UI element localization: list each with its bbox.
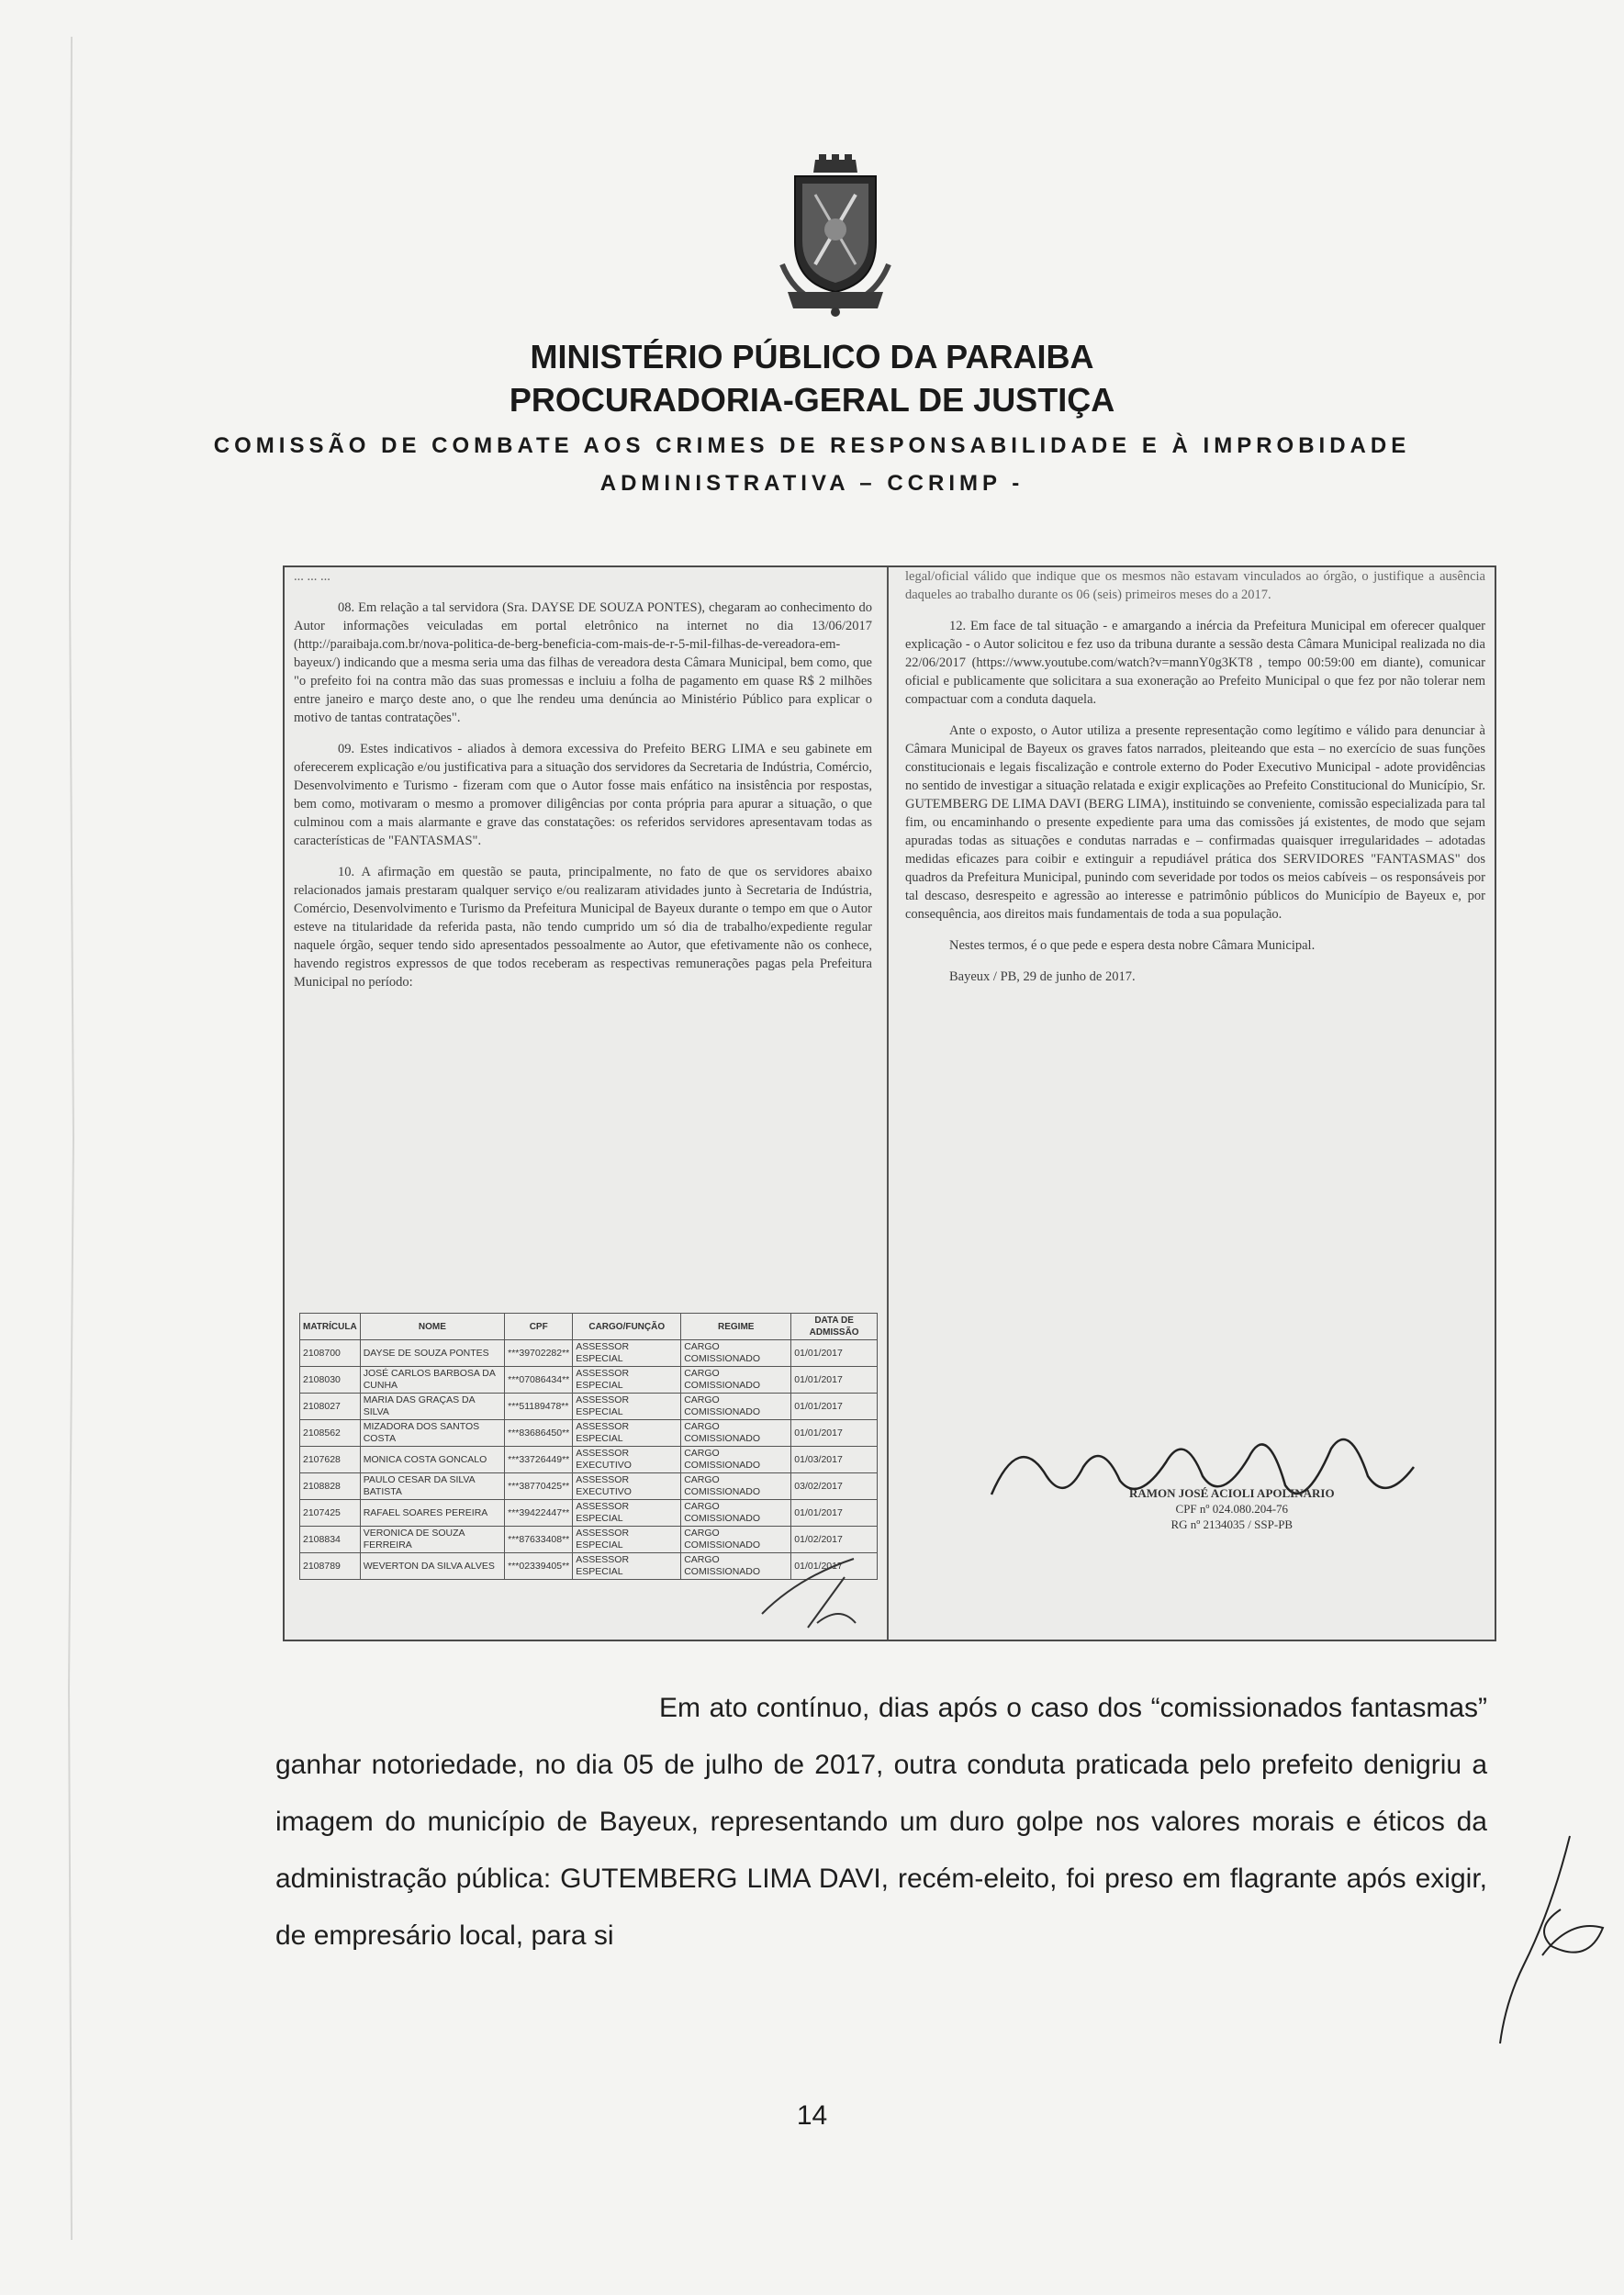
table-cell: ***39422447** — [505, 1500, 573, 1527]
table-cell: ASSESSOR ESPECIAL — [573, 1367, 681, 1394]
table-row — [300, 1394, 878, 1420]
table-cell: WEVERTON DA SILVA ALVES — [360, 1553, 504, 1580]
table-cell: 01/01/2017 — [791, 1394, 878, 1420]
scan-top-fragment: ... ... ... — [294, 569, 330, 584]
scan-column-divider — [887, 567, 889, 1640]
header-commission: COMISSÃO DE COMBATE AOS CRIMES DE RESPONSABILIDADE E À IMPROBIDADE — [213, 433, 1411, 458]
table-cell: 01/01/2017 — [791, 1340, 878, 1367]
table-cell: CARGO COMISSIONADO — [681, 1500, 791, 1527]
table-cell: CARGO COMISSIONADO — [681, 1473, 791, 1500]
header-procuradoria: PROCURADORIA-GERAL DE JUSTIÇA — [509, 381, 1115, 419]
table-cell: ASSESSOR EXECUTIVO — [573, 1473, 681, 1500]
table-cell: ASSESSOR ESPECIAL — [573, 1527, 681, 1553]
table-cell: 01/01/2017 — [791, 1500, 878, 1527]
handwritten-mark — [753, 1540, 863, 1632]
scan-paragraph-ante: Ante o exposto, o Autor utiliza a presente representação como legítimo e válido para denunciar à Câmara Municipal de Bayeux os graves fatos narrados, pleiteando que esta – no exercício de suas funções constitucionais e legais fiscalização e controle externo do Poder Executivo Municipal - adote providências no sentido de investigar a situação relatada e exigir explicações ao Prefeito Constitucional do Município, Sr. GUTEMBERG DE LIMA DAVI (BERG LIMA), instituindo se conveniente, comissão especializada para tal fim, ou encaminhando o presente expediente para uma das comissões já existentes, de modo que sejam apuradas todas as situações e condutas narradas e – confirmadas quaisquer irregularidades – adotadas medidas eficazes para coibir e extinguir a repudiável prática dos SERVIDORES "FANTASMAS" dos quadros da Prefeitura Municipal, punindo com severidade por todos os meios cabíveis – os responsáveis por tal descaso, desrespeito e agressão ao interesse e patrimônio públicos do Município de Bayeux e, por consequência, aos direitos mais fundamentais de toda a sua população. — [905, 723, 1485, 922]
table-cell: 2108834 — [300, 1527, 361, 1553]
table-cell: CARGO COMISSIONADO — [681, 1527, 791, 1553]
scan-right-column — [905, 567, 1485, 999]
signer-cpf: CPF nº 024.080.204-76 — [1175, 1502, 1289, 1516]
coat-of-arms-icon — [778, 154, 892, 318]
table-cell: ***38770425** — [505, 1473, 573, 1500]
table-cell: MARIA DAS GRAÇAS DA SILVA — [360, 1394, 504, 1420]
rubric-initials — [1496, 1827, 1607, 2047]
table-cell: 2108828 — [300, 1473, 361, 1500]
table-cell: 2108700 — [300, 1340, 361, 1367]
table-cell: ***39702282** — [505, 1340, 573, 1367]
table-row — [300, 1500, 878, 1527]
header-commission-cont: ADMINISTRATIVA – CCRIMP - — [599, 471, 1025, 496]
table-cell: ASSESSOR ESPECIAL — [573, 1500, 681, 1527]
servants-table-header-cell: MATRÍCULA — [300, 1314, 361, 1340]
servants-table-header-cell: NOME — [360, 1314, 504, 1340]
table-row — [300, 1473, 878, 1500]
table-cell: CARGO COMISSIONADO — [681, 1340, 791, 1367]
scan-paragraph-12: 12. Em face de tal situação - e amargando a inércia da Prefeitura Municipal em oferecer qualquer explicação - o Autor solicitou e fez uso da tribuna durante a sessão desta Câmara Municipal realizada no dia 22/06/2017 (https://www.youtube.com/watch?v=mannY0g3KT8 , tempo 00:59:00 em diante), comunicar oficial e publicamente que solicitara a sua exoneração ao Prefeito Municipal o que fez por não tolerar nem compactuar com a conduta daquela. — [905, 619, 1485, 707]
table-cell: RAFAEL SOARES PEREIRA — [360, 1500, 504, 1527]
servants-table-header — [300, 1314, 878, 1340]
scan-right-top: legal/oficial válido que indique que os mesmos não estavam vinculados ao órgão, o justifique a ausência daqueles ao trabalho durante os 06 (seis) primeiros meses do a 2017. — [905, 569, 1485, 602]
table-cell: DAYSE DE SOUZA PONTES — [360, 1340, 504, 1367]
table-row — [300, 1447, 878, 1473]
servants-table-header-cell: REGIME — [681, 1314, 791, 1340]
table-cell: ASSESSOR ESPECIAL — [573, 1553, 681, 1580]
table-cell: ASSESSOR ESPECIAL — [573, 1340, 681, 1367]
table-cell: 2108030 — [300, 1367, 361, 1394]
scanned-insert — [283, 565, 1496, 1641]
table-cell: 01/01/2017 — [791, 1367, 878, 1394]
table-cell: ***51189478** — [505, 1394, 573, 1420]
table-cell: 01/01/2017 — [791, 1420, 878, 1447]
table-cell: 2108027 — [300, 1394, 361, 1420]
table-cell: 2107425 — [300, 1500, 361, 1527]
table-cell: ***33726449** — [505, 1447, 573, 1473]
table-cell: VERONICA DE SOUZA FERREIRA — [360, 1527, 504, 1553]
table-cell: ASSESSOR ESPECIAL — [573, 1394, 681, 1420]
table-cell: ***02339405** — [505, 1553, 573, 1580]
table-cell: 2107628 — [300, 1447, 361, 1473]
table-cell: 01/03/2017 — [791, 1447, 878, 1473]
table-cell: 03/02/2017 — [791, 1473, 878, 1500]
signer-rg: RG nº 2134035 / SSP-PB — [1170, 1517, 1294, 1531]
servants-table-header-cell: DATA DE ADMISSÃO — [791, 1314, 878, 1340]
scan-paragraph-08: 08. Em relação a tal servidora (Sra. DAYSE DE SOUZA PONTES), chegaram ao conhecimento do Autor informações veiculadas em portal eletrônico na internet no dia 13/06/2017 (http://paraibaja.com.br/nova-politica-de-berg-beneficia-com-mais-de-r-5-mil-filhas-de-vereadora-em-bayeux/) indicando que a mesma seria uma das filhas de vereadora desta Câmara Municipal, bem como, que "o prefeito foi na contra mão das suas promessas e incluiu a folha de pagamento em quase R$ 2 milhões entre janeiro e março deste ano, o que lhe rendeu uma denúncia ao Ministério Público para explicar o motivo de tantas contratações". — [294, 600, 872, 725]
signer-block — [1129, 1485, 1335, 1532]
signer-name: RAMON JOSÉ ACIOLI APOLINÁRIO — [1129, 1486, 1335, 1500]
table-row — [300, 1367, 878, 1394]
table-cell: ***87633408** — [505, 1527, 573, 1553]
scan-paragraph-09: 09. Estes indicativos - aliados à demora excessiva do Prefeito BERG LIMA e seu gabinete em oferecerem explicação e/ou justificativa para a situação dos servidores da Secretaria de Indústria, Comércio, Desenvolvimento e Turismo - fizeram com que o Autor fosse mais enfático na insistência por respostas, bem como, motivaram o mesmo a promover diligências por conta própria para apurar a situação, o que culminou com a mais alarmante e grave das constatações: os referidos servidores apresentavam todas as características de "FANTASMAS". — [294, 742, 872, 848]
header-ministry: MINISTÉRIO PÚBLICO DA PARAIBA — [530, 338, 1094, 375]
page-number: 14 — [796, 2100, 828, 2131]
table-cell: CARGO COMISSIONADO — [681, 1447, 791, 1473]
table-cell: 2108562 — [300, 1420, 361, 1447]
servants-table-header-cell: CARGO/FUNÇÃO — [573, 1314, 681, 1340]
scan-paragraph-10: 10. A afirmação em questão se pauta, principalmente, no fato de que os servidores abaixo relacionados jamais prestaram qualquer serviço e/ou realizaram atividades junto à Secretaria de Indústria, Comércio, Desenvolvimento e Turismo da Prefeitura Municipal de Bayeux durante o tempo em que o Autor esteve na titularidade da referida pasta, não tendo cumprido um só dia de trabalho/expediente regular naquele órgão, sequer tendo sido apresentados pessoalmente ao Autor, que efetivamente não os conhece, havendo registros expressos de que todos receberam as respectivas remunerações pagas pela Prefeitura Municipal no período: — [294, 865, 872, 990]
scan-left-column — [294, 567, 872, 1004]
table-cell: MIZADORA DOS SANTOS COSTA — [360, 1420, 504, 1447]
table-cell: PAULO CESAR DA SILVA BATISTA — [360, 1473, 504, 1500]
main-paragraph-text: Em ato contínuo, dias após o caso dos “comissionados fantasmas” ganhar notoriedade, no dia 05 de julho de 2017, outra conduta praticada pelo prefeito denigriu a imagem do município de Bayeux, representando um duro golpe nos valores morais e éticos da administração pública: GUTEMBERG LIMA DAVI, recém-eleito, foi preso em flagrante após exigir, de empresário local, para si — [275, 1693, 1487, 1951]
table-cell: CARGO COMISSIONADO — [681, 1420, 791, 1447]
scan-paragraph-local: Bayeux / PB, 29 de junho de 2017. — [949, 969, 1136, 984]
table-row — [300, 1420, 878, 1447]
table-cell: CARGO COMISSIONADO — [681, 1553, 791, 1580]
table-cell: ASSESSOR ESPECIAL — [573, 1420, 681, 1447]
table-cell: CARGO COMISSIONADO — [681, 1367, 791, 1394]
table-cell: 01/02/2017 — [791, 1527, 878, 1553]
table-row — [300, 1340, 878, 1367]
table-cell: ***07086434** — [505, 1367, 573, 1394]
servants-table-header-cell: CPF — [505, 1314, 573, 1340]
table-cell: MONICA COSTA GONCALO — [360, 1447, 504, 1473]
table-cell: JOSÉ CARLOS BARBOSA DA CUNHA — [360, 1367, 504, 1394]
table-cell: 01/01/2017 — [791, 1553, 878, 1580]
table-cell: ASSESSOR EXECUTIVO — [573, 1447, 681, 1473]
main-paragraph — [275, 1680, 1487, 1965]
table-cell: 2108789 — [300, 1553, 361, 1580]
scan-paragraph-nestes: Nestes termos, é o que pede e espera desta nobre Câmara Municipal. — [949, 938, 1316, 953]
table-cell: CARGO COMISSIONADO — [681, 1394, 791, 1420]
table-cell: ***83686450** — [505, 1420, 573, 1447]
